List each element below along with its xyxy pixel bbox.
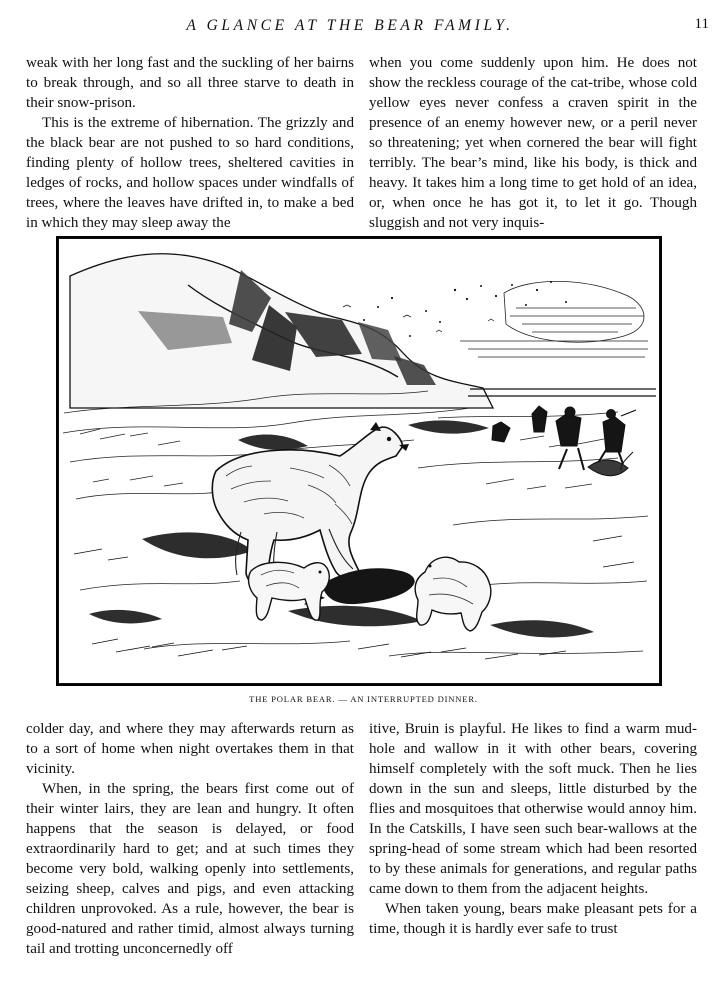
running-head bbox=[0, 0, 727, 42]
paragraph-hibernation: This is the extreme of hibernation. The grizzly and the black bear are not pushed to so hard conditions, finding plenty of hollow trees, sheltered cavities in ledges of rocks, and hollow spaces under windfalls of trees, where the leaves have drifted in, to make a bed in which they may sleep away the bbox=[26, 115, 354, 231]
top-left-column bbox=[26, 53, 354, 231]
engraving-svg bbox=[58, 238, 660, 684]
page-number: 11 bbox=[694, 16, 709, 32]
polar-bear-illustration bbox=[56, 236, 662, 686]
paragraph-bear-courage: when you come suddenly upon him. He does not show the reckless courage of the cat-tribe, whose cold yellow eyes never confess a craven spirit in the presence of an enemy however new, or a peril never so threatening; yet when cornered the bear will fight terribly. The bear’s mind, like his body, is thick and heavy. It takes him a long time to get hold of an idea, or, when once he has got it, to let it go. Though sluggish and not very inquis- bbox=[369, 55, 697, 231]
bottom-left-column bbox=[26, 719, 354, 957]
paragraph-young-bears: When taken young, bears make pleasant pets for a time, though it is hardly ever safe to trust bbox=[369, 901, 697, 937]
paragraph-colder-day: colder day, and where they may afterwards return as to a sort of home when night overtakes them in that vicinity. bbox=[26, 721, 354, 777]
paragraph-spring: When, in the spring, the bears first come out of their winter lairs, they are lean and hungry. It often happens that the season is delayed, or food extraordinarily hard to get; and at such times they become very bold, walking openly into settlements, seizing sheep, calves and pigs, and even attacking children unprovoked. As a rule, however, the bear is good-natured and rather timid, almost always turning tail and trotting unconcernedly off bbox=[26, 781, 354, 957]
bottom-right-column bbox=[369, 719, 697, 949]
paragraph-continued: weak with her long fast and the suckling of her bairns to break through, and so all three starve to death in their snow-prison. bbox=[26, 55, 354, 111]
running-title: A GLANCE AT THE BEAR FAMILY. bbox=[186, 17, 514, 34]
paragraph-playful-bruin: itive, Bruin is playful. He likes to find a warm mud-hole and wallow in it with other bears, covering himself completely with the soft muck. Then he lies down in the sun and sleeps, little disturbed by the flies and mosquitoes that otherwise would annoy him. In the Catskills, I have seen such bear-wallows at the spring-head of some stream which had been resorted to by these animals for generations, and regular paths came down to them from the adjacent heights. bbox=[369, 721, 697, 897]
top-right-column bbox=[369, 53, 697, 231]
figure-caption: THE POLAR BEAR. — AN INTERRUPTED DINNER. bbox=[249, 694, 478, 704]
